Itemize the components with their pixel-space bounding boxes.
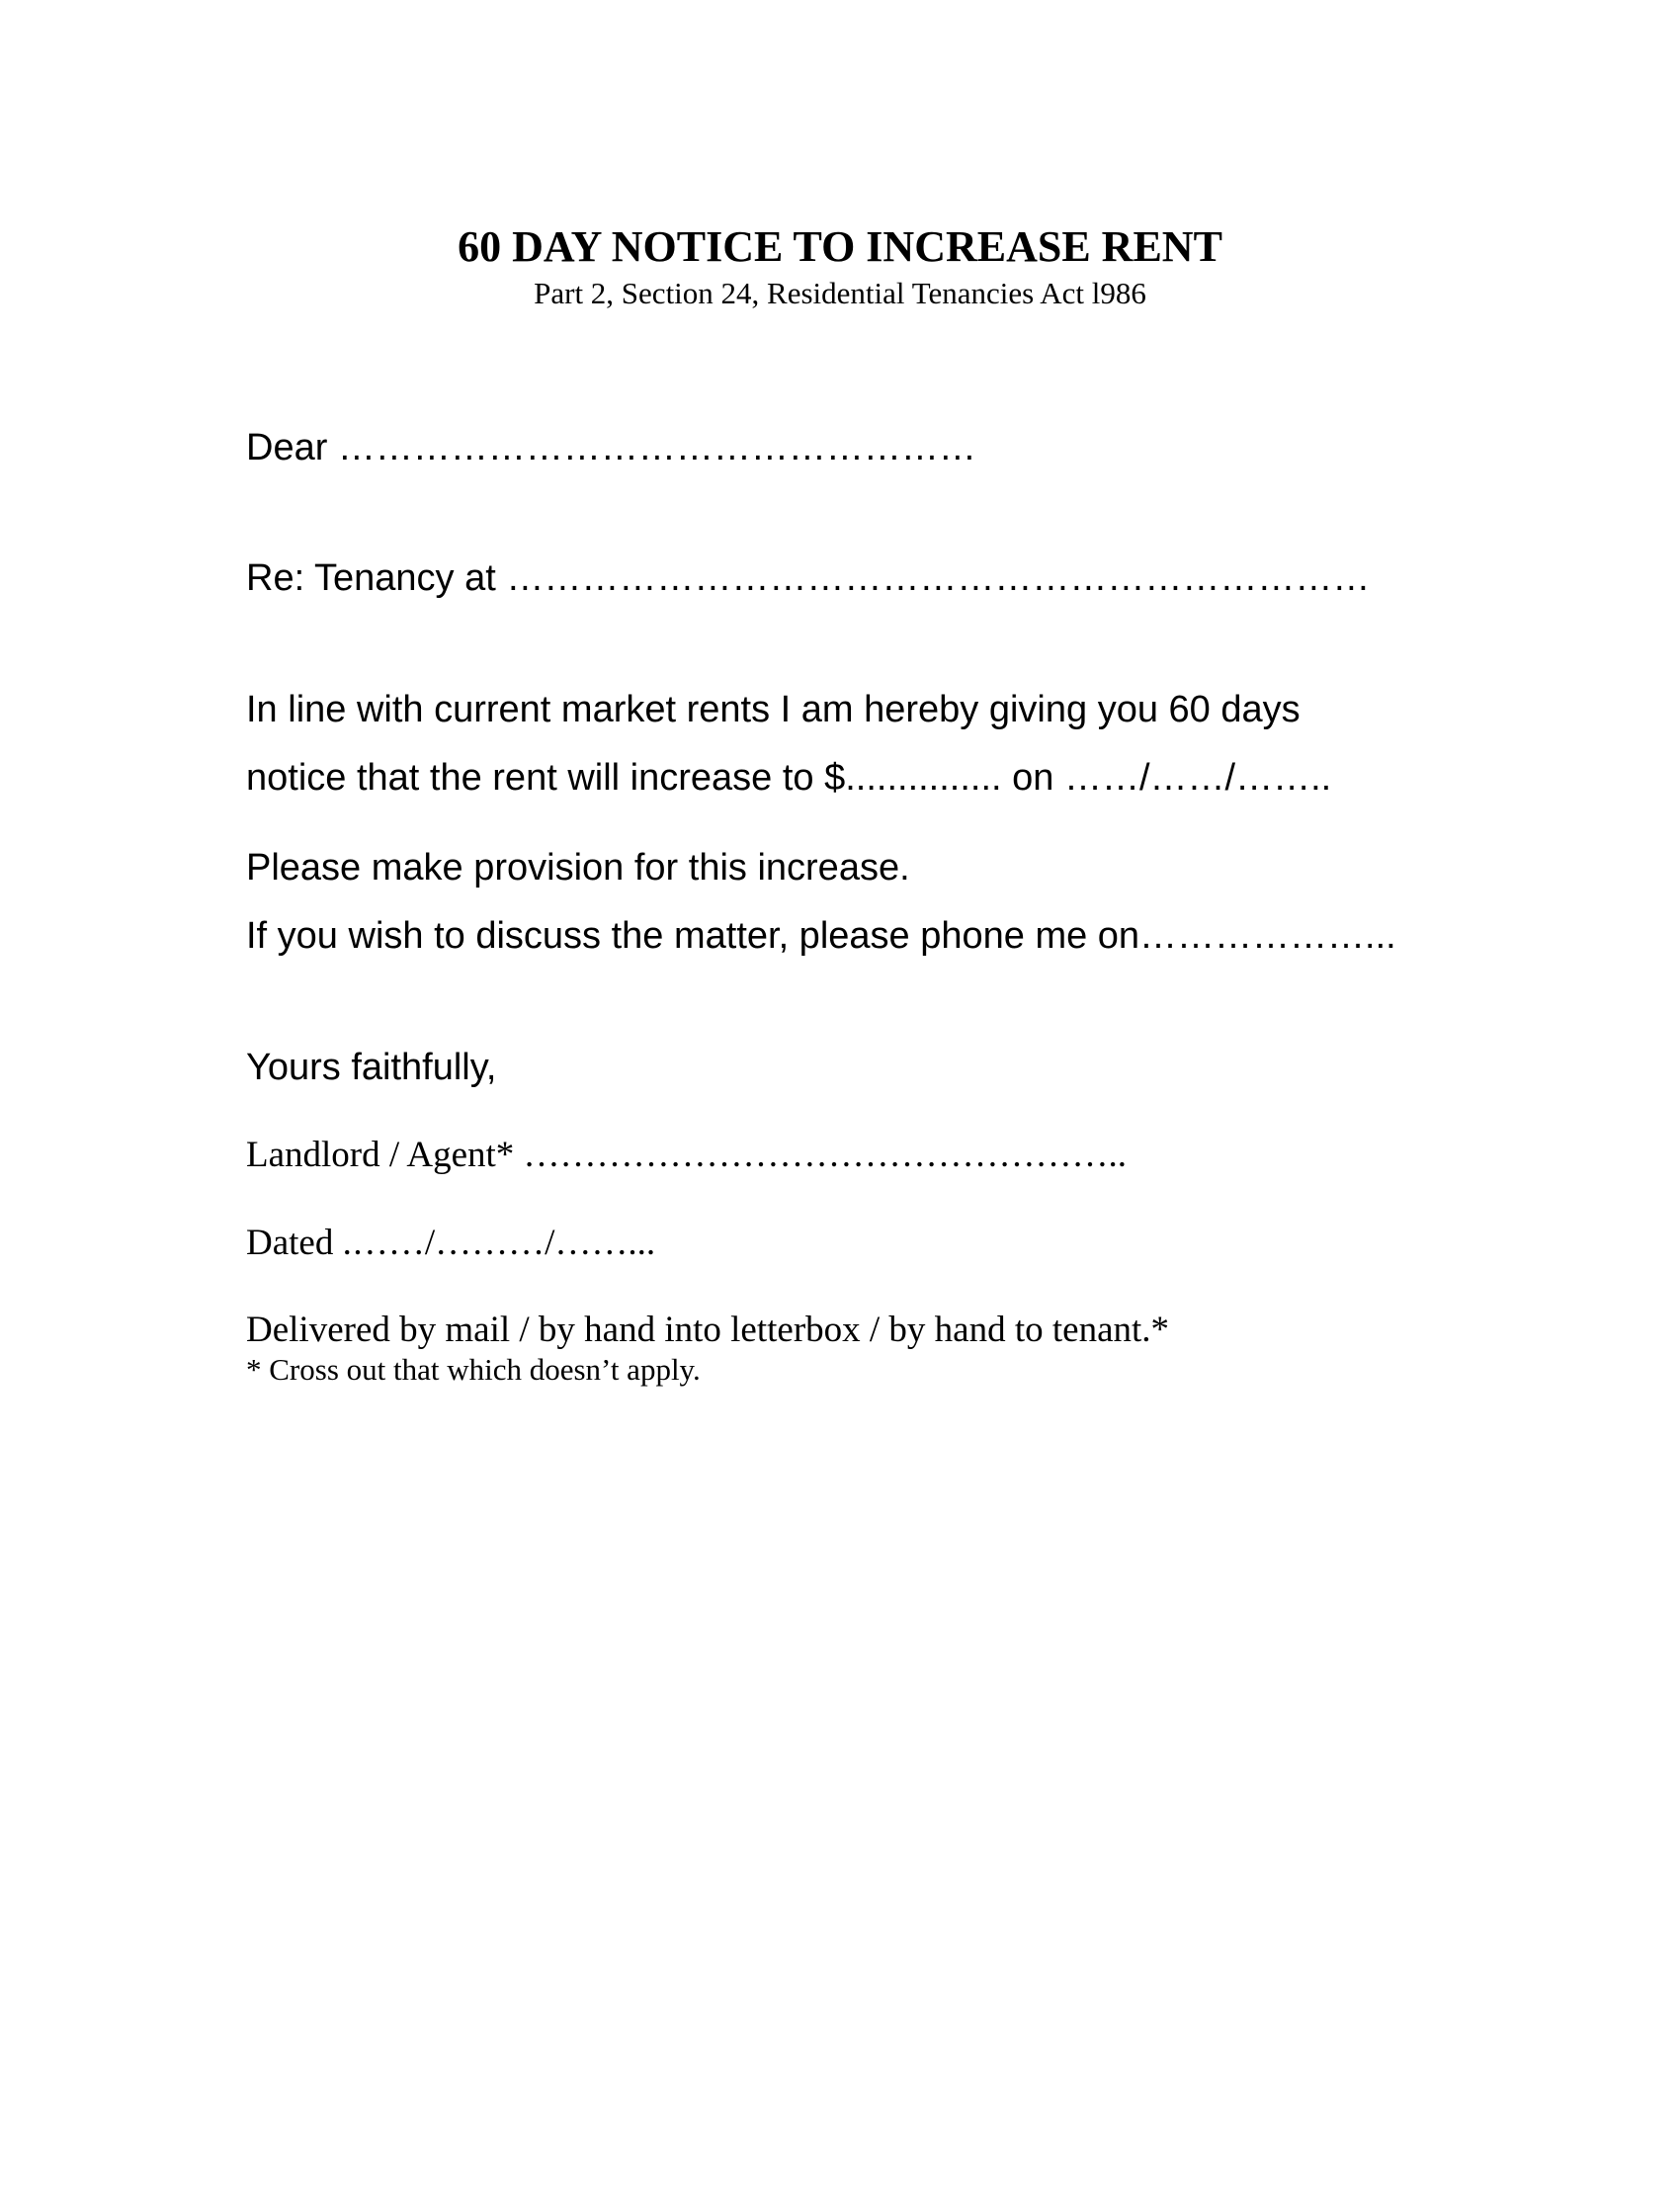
closing-line: Yours faithfully, (246, 1047, 497, 1088)
page-title: 60 DAY NOTICE TO INCREASE RENT (458, 222, 1222, 271)
salutation-line: Dear …………………………………………… (246, 427, 976, 468)
tenancy-address-line: Re: Tenancy at …………………………………………………………… (246, 557, 1371, 599)
landlord-agent-line: Landlord / Agent* ………………………………………….. (246, 1135, 1128, 1175)
discuss-line: If you wish to discuss the matter, please phone me on………………... (246, 915, 1396, 957)
delivered-line: Delivered by mail / by hand into letterbox / by hand to tenant.* (246, 1310, 1170, 1350)
page-subtitle: Part 2, Section 24, Residential Tenancies Act l986 (534, 276, 1146, 310)
provision-line: Please make provision for this increase. (246, 847, 910, 889)
notice-paragraph-line-1: In line with current market rents I am hereby giving you 60 days (246, 689, 1301, 730)
dated-line: Dated .……/………/……... (246, 1223, 656, 1263)
footnote-line: * Cross out that which doesn’t apply. (246, 1352, 701, 1387)
notice-paragraph-line-2: notice that the rent will increase to $............... on ……/……/…….. (246, 757, 1332, 799)
